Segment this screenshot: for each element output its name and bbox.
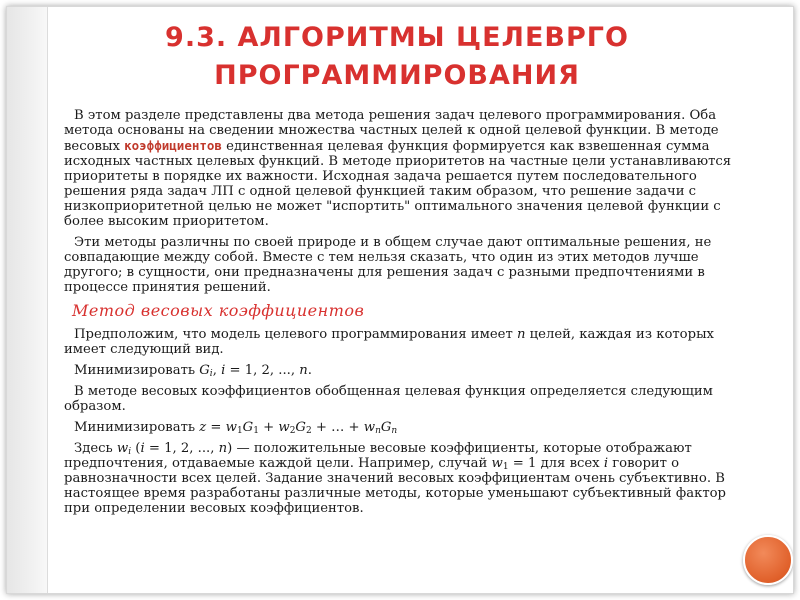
var-i: i xyxy=(221,363,226,378)
slide-content xyxy=(64,108,734,522)
paragraph-weights-explained xyxy=(64,441,734,516)
sub-1: 1 xyxy=(253,426,259,436)
text-span: В этом разделе представлены два метода решения задач целевого программирования. Оба метода основаны на сведении множества частных целей к одной целевой функции. В методе весовых xyxy=(64,108,719,154)
text-span: . xyxy=(307,363,312,378)
sub-2: 2 xyxy=(305,426,312,436)
title-line-2: ПРОГРАММИРОВАНИЯ xyxy=(214,60,580,91)
text-span: + xyxy=(258,420,279,435)
sub-i: i xyxy=(128,447,132,457)
text-span: , xyxy=(212,363,222,378)
var-n: n xyxy=(218,441,228,456)
text-span: Минимизировать xyxy=(74,420,200,435)
text-span: Предположим, что модель целевого программирования имеет xyxy=(74,327,517,342)
paragraph-formula xyxy=(64,420,734,435)
paragraph-minimize-gi xyxy=(64,363,734,378)
var-i: i xyxy=(140,441,145,456)
text-span: ( xyxy=(131,441,141,456)
var-w: w xyxy=(491,456,503,471)
paragraph-intro xyxy=(64,108,734,229)
var-i: i xyxy=(603,456,609,471)
var-w: w xyxy=(363,420,376,435)
text-span: говорит о равнозначности всех целей. Задание значений весовых коэффициентам очень субъективно. В настоящее время разработаны различные методы, которые уменьшают субъективный фактор при определении весовых коэффициентов. xyxy=(64,456,727,516)
sub-1: 1 xyxy=(502,462,509,472)
var-w: w xyxy=(116,441,129,456)
sub-i: i xyxy=(209,369,213,379)
var-w: w xyxy=(278,420,290,435)
decorative-orange-circle xyxy=(743,535,793,585)
text-span: + … + xyxy=(311,420,364,435)
paragraph-methods-differ: Эти методы различны по своей природе и в общем случае дают оптимальные решения, не совпадающие между собой. Вместе с тем нельзя сказать, что один из этих методов лучше другого; в сущности, они предназначены для решения задач с разными предпочтениями в процессе принятия решений. xyxy=(64,235,712,295)
title-line-1: 9.3. АЛГОРИТМЫ ЦЕЛЕВРГО xyxy=(165,22,629,53)
sub-n: n xyxy=(375,426,381,436)
var-n: n xyxy=(299,363,308,378)
text-span: ) — положительные весовые коэффициенты, которые отображают предпочтения, отдаваемые каждой цели. Например, случай xyxy=(64,441,692,471)
highlighted-term: коэффициентов xyxy=(124,138,222,153)
page-title xyxy=(87,19,707,95)
paragraph-weighted-method: В методе весовых коэффициентов обобщенная целевая функция определяется следующим образом. xyxy=(64,384,713,414)
var-G: G xyxy=(199,363,210,378)
sub-1: 1 xyxy=(236,426,243,436)
var-G: G xyxy=(242,420,254,435)
text-span: Минимизировать xyxy=(74,363,200,378)
text-span: = xyxy=(206,420,226,435)
text-span: Здесь xyxy=(74,441,117,456)
text-span: = 1, 2, ..., xyxy=(144,441,219,456)
left-decorative-band xyxy=(7,7,48,593)
sub-2: 2 xyxy=(289,426,296,436)
text-span: единственная целевая функция формируется как взвешенная сумма исходных частных целевых функций. В методе приоритетов на частные цели устанавливаются приоритеты в порядке их важности. Исходная задача решается путем последовательного решения ряда задач ЛП с одной целевой функцией таким образом, что решение задачи с низкоприоритетной целью не может "испортить" оптимального значения целевой функции с более высоким приоритетом. xyxy=(64,139,732,229)
var-G: G xyxy=(380,420,392,435)
slide xyxy=(6,6,794,594)
text-span: целей, каждая из которых имеет следующий вид. xyxy=(64,327,714,357)
text-span: = 1 для всех xyxy=(508,456,604,471)
paragraph-assume xyxy=(64,327,734,357)
var-z: z xyxy=(199,420,207,435)
text-span: = 1, 2, ..., xyxy=(225,363,300,378)
var-G: G xyxy=(295,420,306,435)
var-n: n xyxy=(516,327,526,342)
sub-n: n xyxy=(391,426,398,436)
section-heading: Метод весовых коэффициентов xyxy=(72,301,365,320)
var-w: w xyxy=(225,420,237,435)
